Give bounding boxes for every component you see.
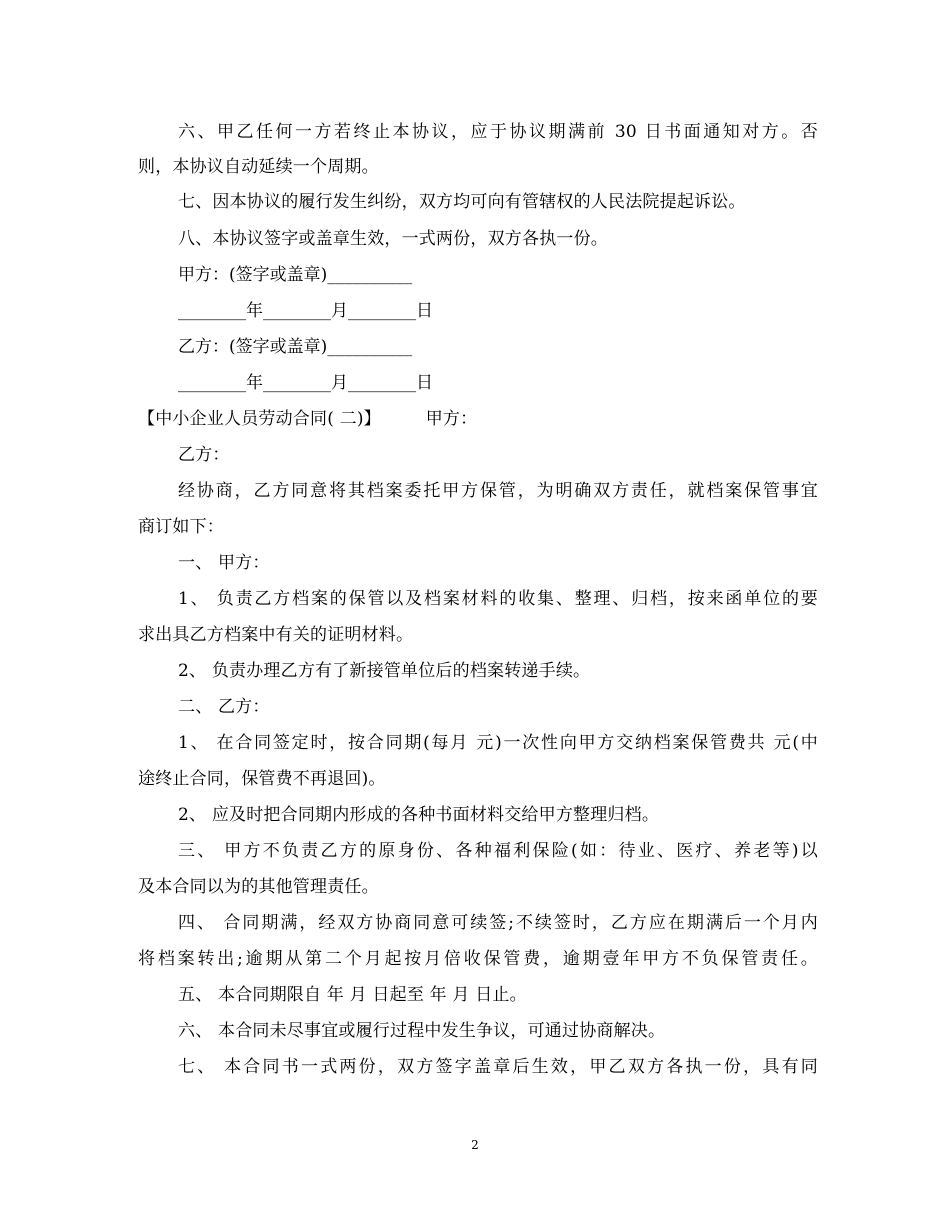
text-line: 七、 本合同书一式两份，双方签字盖章后生效，甲乙双方各执一份，具有同 bbox=[178, 1057, 818, 1077]
text-line: 商订如下： bbox=[138, 517, 224, 537]
text-line: 2、 负责办理乙方有了新接管单位后的档案转递手续。 bbox=[178, 661, 591, 681]
text-line: 1、 负责乙方档案的保管以及档案材料的收集、整理、归档，按来函单位的要 bbox=[178, 589, 818, 609]
text-line: 则，本协议自动延续一个周期。 bbox=[138, 157, 379, 177]
text-line: 八、本协议签字或盖章生效，一式两份，双方各执一份。 bbox=[178, 229, 608, 249]
signature-line-party-a: 甲方：(签字或盖章)__________ bbox=[178, 265, 413, 285]
text-line: 六、甲乙任何一方若终止本协议，应于协议期满前 30 日书面通知对方。否 bbox=[178, 122, 818, 142]
signature-line-party-b: 乙方：(签字或盖章)__________ bbox=[178, 337, 413, 357]
text-line: 四、 合同期满，经双方协商同意可续签;不续签时，乙方应在期满后一个月内 bbox=[178, 913, 818, 933]
text-line: 1、 在合同签定时，按合同期(每月 元)一次性向甲方交纳档案保管费共 元(中 bbox=[178, 733, 818, 753]
text-line: 五、 本合同期限自 年 月 日起至 年 月 日止。 bbox=[178, 985, 527, 1005]
section-heading: 【中小企业人员劳动合同( 二)】 甲方： bbox=[138, 409, 478, 429]
date-line-party-a: ________年________月________日 bbox=[178, 301, 433, 321]
text-line: 三、 甲方不负责乙方的原身份、各种福利保险(如：待业、医疗、养老等)以 bbox=[178, 841, 818, 861]
text-line: 经协商，乙方同意将其档案委托甲方保管，为明确双方责任，就档案保管事宜 bbox=[178, 481, 818, 501]
text-line: 将档案转出;逾期从第二个月起按月倍收保管费，逾期壹年甲方不负保管责任。 bbox=[138, 949, 818, 969]
text-line: 二、 乙方： bbox=[178, 697, 270, 717]
date-line-party-b: ________年________月________日 bbox=[178, 373, 433, 393]
text-line: 乙方： bbox=[178, 445, 230, 465]
page-number: 2 bbox=[471, 1138, 479, 1152]
text-line: 2、 应及时把合同期内形成的各种书面材料交给甲方整理归档。 bbox=[178, 805, 660, 825]
text-line: 七、因本协议的履行发生纠纷，双方均可向有管辖权的人民法院提起诉讼。 bbox=[178, 192, 746, 212]
text-line: 求出具乙方档案中有关的证明材料。 bbox=[138, 625, 414, 645]
text-line: 及本合同以为的其他管理责任。 bbox=[138, 877, 379, 897]
text-line: 一、 甲方： bbox=[178, 553, 270, 573]
text-line: 途终止合同，保管费不再退回)。 bbox=[138, 769, 386, 789]
text-line: 六、 本合同未尽事宜或履行过程中发生争议，可通过协商解决。 bbox=[178, 1021, 666, 1041]
